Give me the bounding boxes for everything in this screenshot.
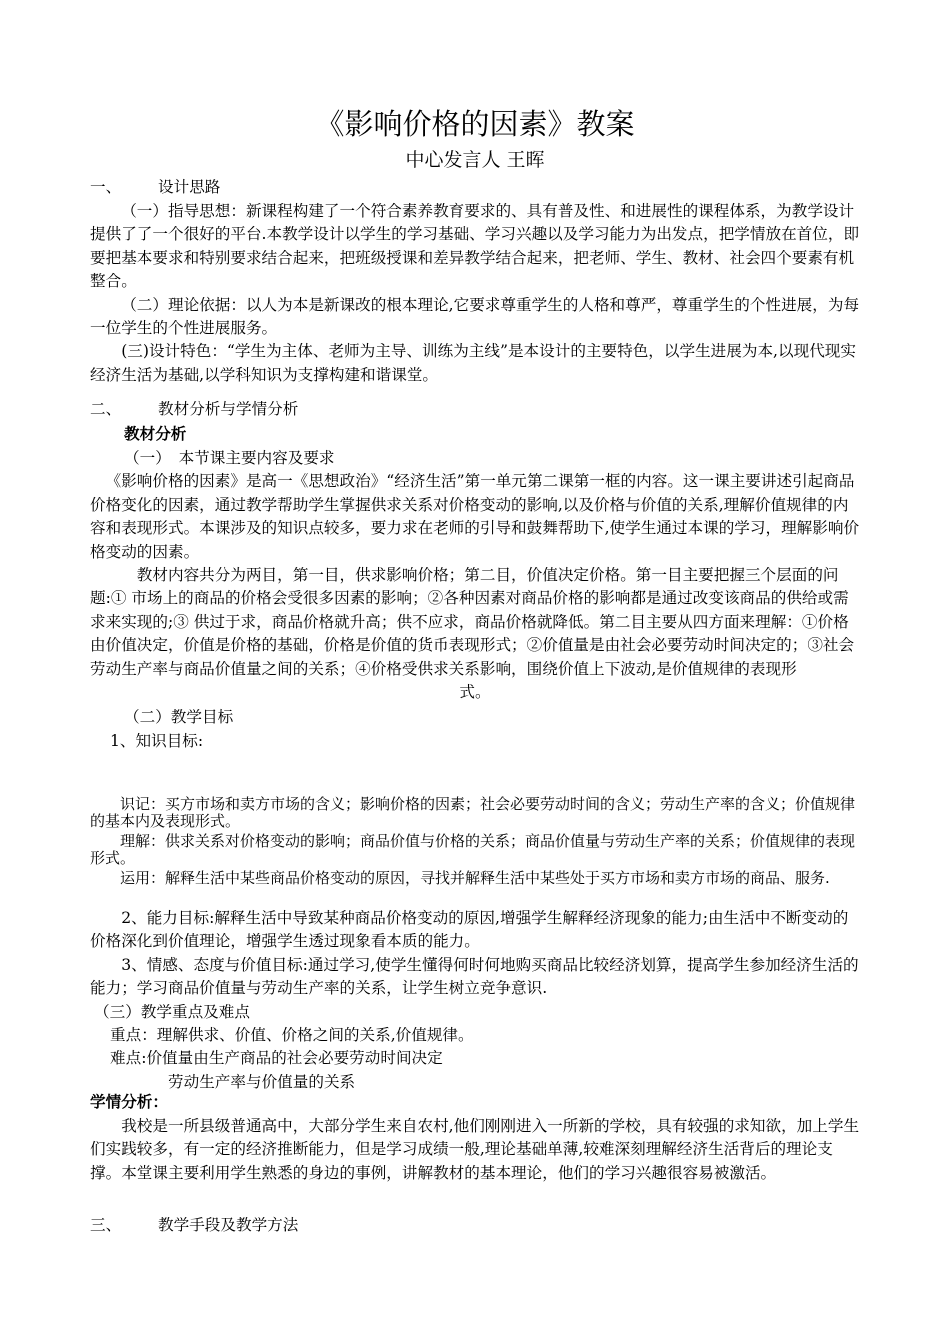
section1-title: 设计思路: [158, 178, 221, 196]
content-paragraph-2: 教材内容共分为两目，第一目，供求影响价格；第二目，价值决定价格。第一目主要把握三个层面的问题:① 市场上的商品的价格会受很多因素的影响；②各种因素对商品价格的影响都是通过改变该商品的供给或需求来实现的;③ 供过于求，商品价格就升高；供不应求，商品价格就降低。第二目主要从四方面来理解：①价格由价值决定，价值是价格的基础，价格是价值的货币表现形式；②价值量是由社会必要劳动时间决定的；③社会劳动生产率与商品价值量之间的关系；④价格受供求关系影响，围绕价值上下波动,是价值规律的表现形: [90, 566, 855, 678]
difficult-point-1: 难点:价值量由生产商品的社会必要劳动时间决定: [110, 1049, 443, 1068]
section3-num: 三、: [90, 1216, 122, 1234]
section3-heading: [90, 1214, 298, 1237]
section2-heading: [90, 398, 298, 421]
content-paragraph-1: 《影响价格的因素》是高一《思想政治》“经济生活”第一单元第二课第一框的内容。这一课主要讲述引起商品价格变化的因素，通过教学帮助学生掌握供求关系对价格变动的影响,以及价格与价值的关系,理解价值规律的内容和表现形式。本课涉及的知识点较多，要力求在老师的引导和鼓舞帮助下,使学生通过本课的学习，理解影响价格变动的因素。: [90, 472, 860, 561]
knowledge-memorize: 识记：买方市场和卖方市场的含义；影响价格的因素；社会必要劳动时间的含义；劳动生产率的含义；价值规律的基本内及表现形式。: [90, 795, 856, 830]
doc-subtitle: 中心发言人 王晖: [405, 149, 545, 171]
doc-title: 《影响价格的因素》教案: [315, 107, 635, 141]
theory-basis-paragraph: （二）理论依据：以人为本是新课改的根本理论,它要求尊重学生的人格和尊严，尊重学生的个性进展，为每一位学生的个性进展服务。: [90, 295, 860, 338]
guiding-thought-paragraph: （一）指导思想：新课程构建了一个符合素养教育要求的、具有普及性、和进展性的课程体系，为教学设计提供了了一个很好的平台.本教学设计以学生的学习基础、学习兴趣以及学习能力为出发点，把学情放在首位，即要把基本要求和特别要求结合起来，把班级授课和差异教学结合起来，把老师、学生、教材、社会四个要素有机整合。: [90, 202, 860, 291]
section2-title: 教材分析与学情分析: [158, 400, 299, 418]
textbook-analysis-heading: 教材分析: [124, 425, 187, 443]
knowledge-apply: 运用：解释生活中某些商品价格变动的原因，寻找并解释生活中某些处于买方市场和卖方市场的商品、服务.: [120, 869, 830, 887]
student-analysis-heading: 学情分析：: [90, 1093, 168, 1111]
content-requirements-title: （一） 本节课主要内容及要求: [124, 449, 335, 467]
section2-num: 二、: [90, 400, 122, 418]
student-analysis-paragraph: 我校是一所县级普通高中，大部分学生来自农村,他们刚刚进入一所新的学校，具有较强的求知欲，加上学生们实践较多，有一定的经济推断能力，但是学习成绩一般,理论基础单薄,较难深刻理解经济生活背后的理论支撑。本堂课主要利用学生熟悉的身边的事例，讲解教材的基本理论，他们的学习兴趣很容易被激活。: [90, 1117, 860, 1182]
section1-num: 一、: [90, 178, 122, 196]
design-feature-paragraph: (三)设计特色：“学生为主体、老师为主导、训练为主线”是本设计的主要特色，以学生进展为本,以现代现实经济生活为基础,以学科知识为支撑构建和谐课堂。: [90, 342, 856, 384]
section2-body: [90, 447, 860, 753]
goals-continued: [90, 907, 860, 1094]
ability-goal: 2、能力目标:解释生活中导致某种商品价格变动的原因,增强学生解释经济现象的能力;由生活中不断变动的价格深化到价值理论，增强学生透过现象看本质的能力。: [90, 909, 849, 951]
key-difficult-title: （三）教学重点及难点: [94, 1002, 250, 1021]
content-paragraph-2-end: 式。: [459, 683, 491, 702]
teaching-goals-title: （二）教学目标: [124, 708, 234, 727]
section3-title: 教学手段及教学方法: [158, 1216, 299, 1234]
difficult-point-2: 劳动生产率与价值量的关系: [168, 1072, 356, 1091]
knowledge-goal-list: [90, 796, 860, 890]
section1-heading: [90, 176, 220, 199]
student-analysis-body: [90, 1115, 860, 1185]
section1-body: [90, 200, 860, 387]
knowledge-understand: 理解：供求关系对价格变动的影响；商品价值与价格的关系；商品价值量与劳动生产率的关系；价值规律的表现形式。: [90, 832, 856, 867]
knowledge-goal-title: 1、知识目标:: [110, 731, 204, 750]
key-point: 重点：理解供求、价值、价格之间的关系,价值规律。: [110, 1026, 474, 1045]
emotion-goal: 3、情感、态度与价值目标:通过学习,使学生懂得何时何地购买商品比较经济划算，提高学生参加经济生活的能力；学习商品价值量与劳动生产率的关系，让学生树立竞争意识.: [90, 955, 859, 998]
